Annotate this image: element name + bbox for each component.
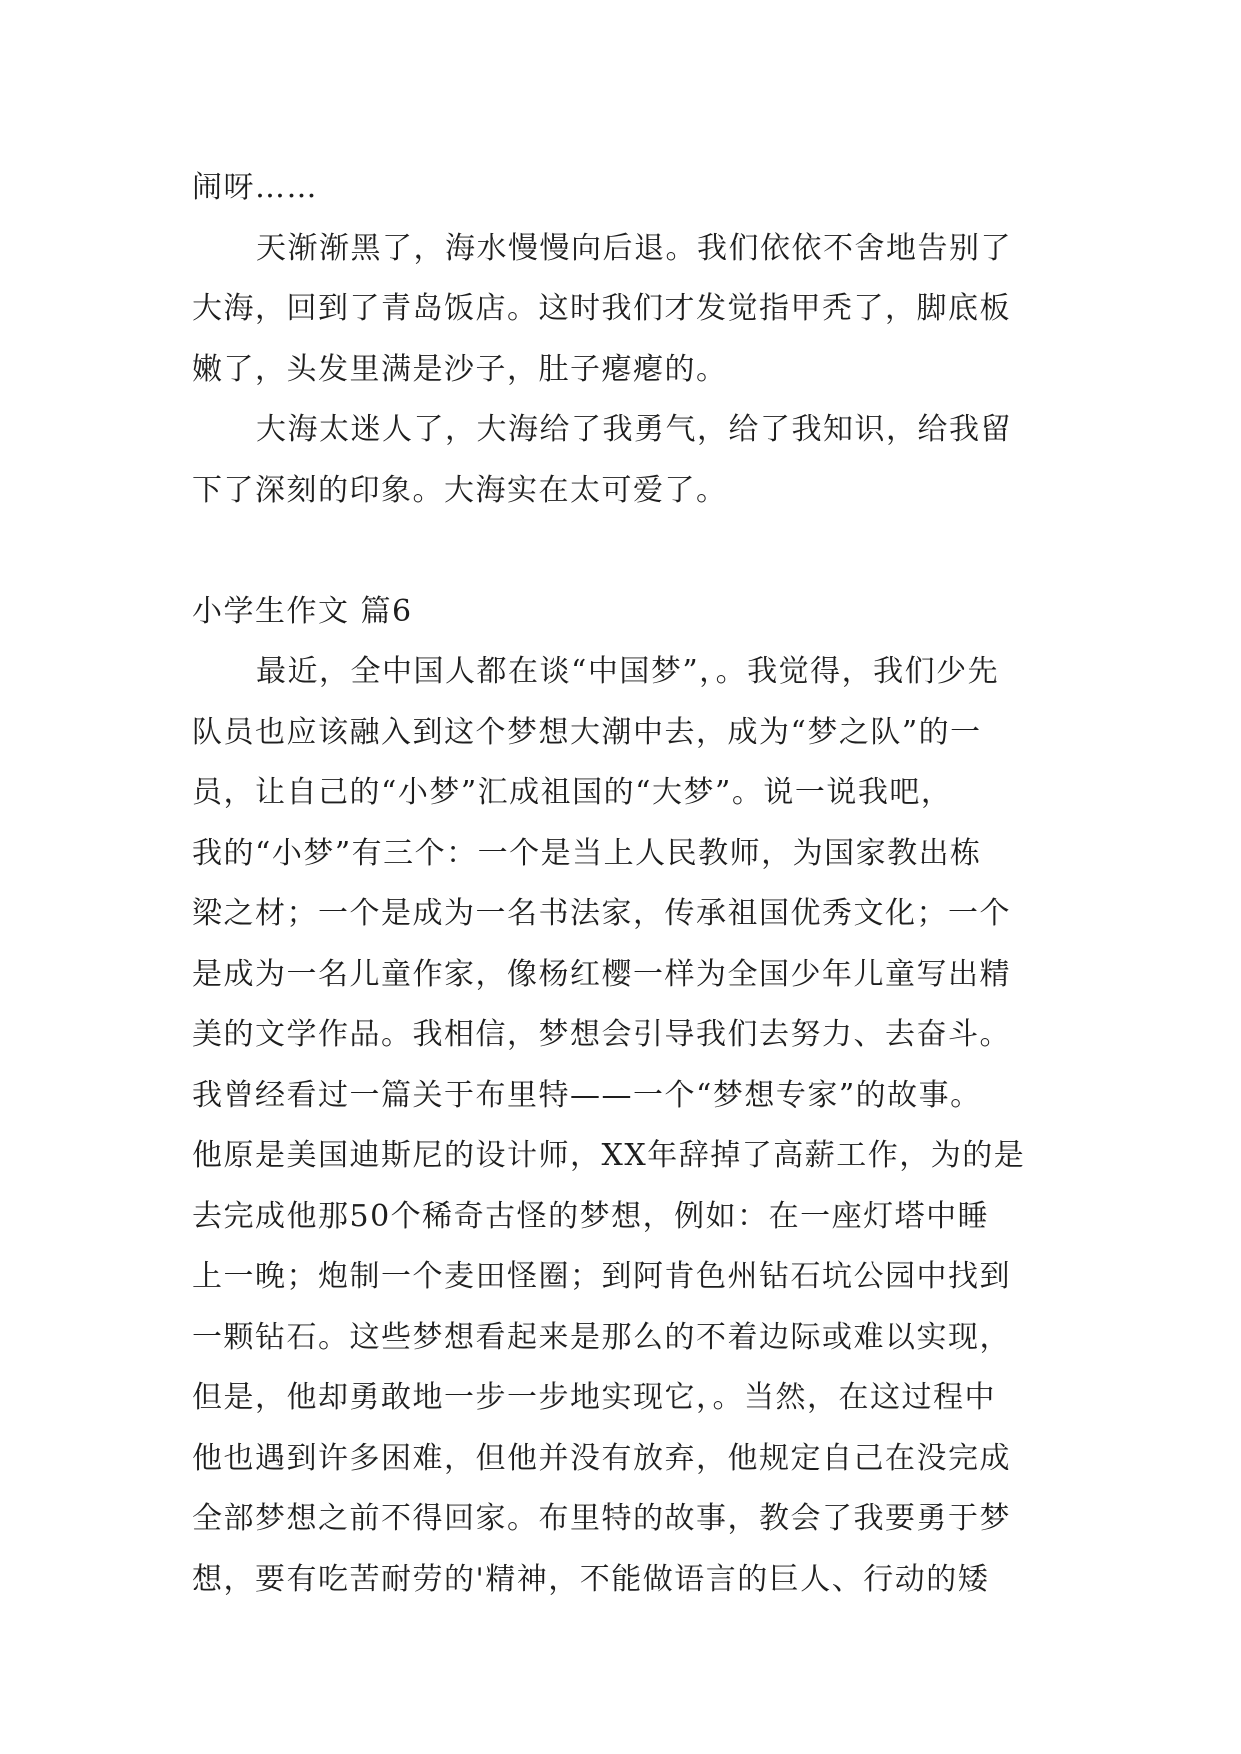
text-line: 队员也应该融入到这个梦想大潮中去，成为“梦之队”的一: [192, 714, 982, 750]
document-body: [192, 158, 1052, 1610]
text-line: 想，要有吃苦耐劳的'精神，不能做语言的巨人、行动的矮: [192, 1561, 990, 1597]
paragraph-conclusion: [192, 400, 1052, 521]
text-line: 但是，他却勇敢地一步一步地实现它，。当然，在这过程中: [192, 1380, 996, 1415]
text-line: 上一晚；炮制一个麦田怪圈；到阿肯色州钻石坑公园中找到: [192, 1259, 1011, 1294]
text-line: 去完成他那50个稀奇古怪的梦想，例如：在一座灯塔中睡: [192, 1198, 990, 1234]
text-line: 嫩了，头发里满是沙子，肚子瘪瘪的。: [192, 351, 728, 387]
text-line: 我曾经看过一篇关于布里特——一个“梦想专家”的故事。: [192, 1077, 982, 1113]
text-line: 大海太迷人了，大海给了我勇气，给了我知识，给我留: [256, 412, 1012, 447]
text-line: 下了深刻的印象。大海实在太可爱了。: [192, 472, 728, 508]
text-line: 最近，全中国人都在谈“中国梦”，。我觉得，我们少先: [256, 654, 1000, 689]
text-line: 是成为一名儿童作家，像杨红樱一样为全国少年儿童写出精: [192, 956, 1011, 992]
paragraph-chinese-dream: [192, 642, 1052, 1610]
opening-fragment: 闹呀……: [192, 170, 318, 205]
section-spacer: [192, 521, 1052, 582]
text-line: 美的文学作品。我相信，梦想会引导我们去努力、去奋斗。: [192, 1017, 1011, 1052]
text-line: 他也遇到许多困难，但他并没有放弃，他规定自己在没完成: [192, 1440, 1011, 1476]
text-line: 一颗钻石。这些梦想看起来是那么的不着边际或难以实现，: [192, 1319, 1011, 1355]
text-line: 天渐渐黑了，海水慢慢向后退。我们依依不舍地告别了: [256, 230, 1012, 266]
text-line: 全部梦想之前不得回家。布里特的故事，教会了我要勇于梦: [192, 1501, 1011, 1536]
paragraph-dusk: [192, 219, 1052, 401]
text-line: 大海，回到了青岛饭店。这时我们才发觉指甲秃了，脚底板: [192, 291, 1011, 326]
text-line: 他原是美国迪斯尼的设计师，XX年辞掉了高薪工作，为的是: [192, 1138, 1026, 1173]
section-title: 小学生作文 篇6: [192, 593, 413, 629]
text-line: 员，让自己的“小梦”汇成祖国的“大梦”。说一说我吧，: [192, 775, 953, 810]
text-line: 我的“小梦”有三个：一个是当上人民教师，为国家教出栋: [192, 835, 982, 871]
text-line: 梁之材；一个是成为一名书法家，传承祖国优秀文化；一个: [192, 896, 1011, 931]
